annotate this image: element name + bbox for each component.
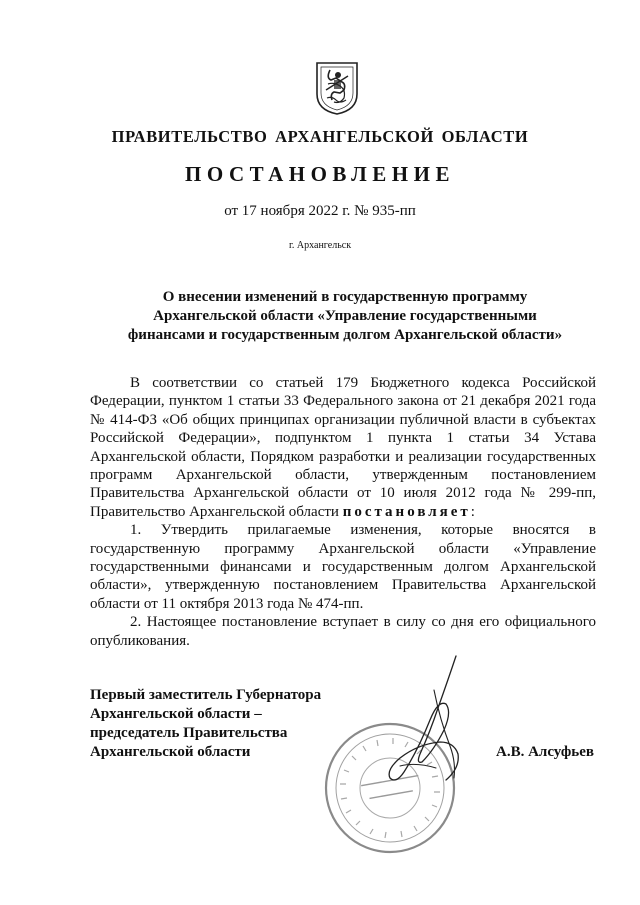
coat-of-arms-icon [314,60,360,116]
document-type: ПОСТАНОВЛЕНИЕ [185,162,455,186]
signatory-line-3: председатель Правительства [90,725,288,741]
decrees-word: постановляет [342,503,471,520]
title-line-3: финансами и государственным долгом Архангельской области» [127,327,563,343]
signatory-line-4: Архангельской области [90,744,251,760]
document-title [90,288,600,345]
decrees-colon: : [470,503,475,520]
item-2: 2. Настоящее постановление вступает в силу со дня его официального опубликования. [90,614,596,649]
document-date-number: от 17 ноября 2022 г. № 935-пп [224,203,416,219]
signatory-name: А.В. Алсуфьев [496,744,594,760]
document-city: г. Архангельск [288,240,352,251]
item-1: 1. Утвердить прилагаемые изменения, которые вносятся в государственную программу Архангельской области «Управление государственными финансами и государственным долгом Архангельской области», утвержденную постановлением Правительства Архангельской области от 11 октября 2013 года № 474-пп. [90,522,596,612]
preamble-paragraph [90,374,596,521]
title-line-1: О внесении изменений в государственную программу [162,289,528,305]
document-body [90,374,596,650]
preamble-text: В соответствии со статьей 179 Бюджетного кодекса Российской Федерации, пунктом 1 статьи 33 Федерального закона от 21 декабря 2021 года № 414-ФЗ «Об общих принципах организации публичной власти в субъектах Российской Федерации», подпунктом 1 пункта 1 статьи 34 Устава Архангельской области, Порядком разработки и реализации государственных программ Архангельской области, утвержденным постановлением Правительства Архангельской области от 10 июля 2012 года № 299-пп, Правительство Архангельской области [90,375,596,520]
title-line-2: Архангельской области «Управление государственными [153,308,537,324]
signatory-line-1: Первый заместитель Губернатора [90,687,322,703]
government-heading: ПРАВИТЕЛЬСТВО АРХАНГЕЛЬСКОЙ ОБЛАСТИ [111,127,529,146]
signatory-position [90,686,350,762]
signatory-line-2: Архангельской области – [90,706,262,722]
handwritten-signature [360,650,470,800]
